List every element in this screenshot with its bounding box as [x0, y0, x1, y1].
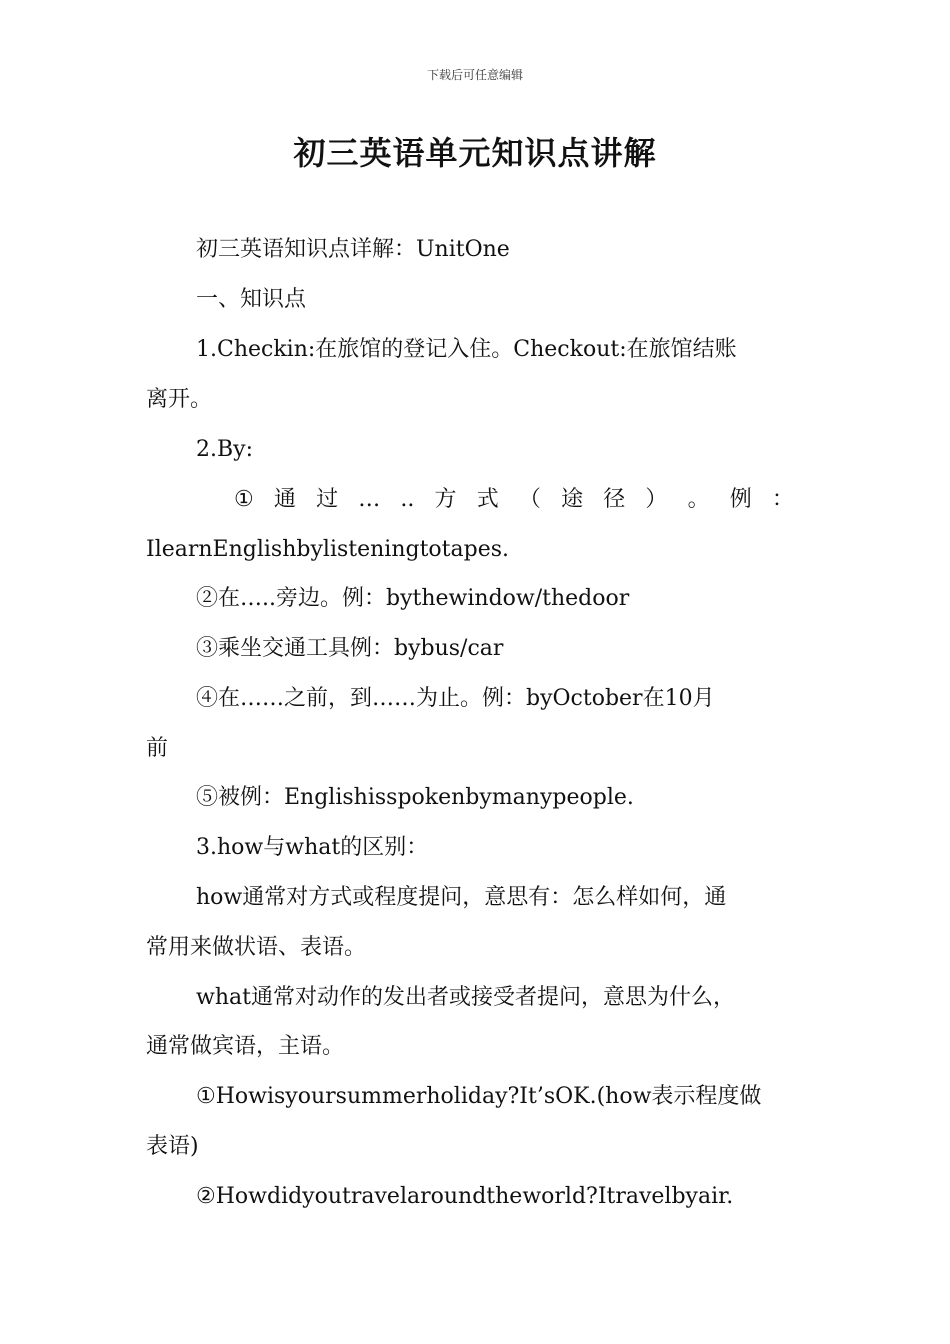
item2-sub1-line2: IlearnEnglishbylisteningtotapes.	[146, 537, 510, 562]
item2-heading: 2.By:	[196, 437, 253, 462]
subtitle: 初三英语知识点详解：UnitOne	[196, 237, 510, 262]
spread-char: 途	[561, 487, 584, 512]
spread-char: 通	[273, 487, 296, 512]
spread-char: 过	[316, 487, 339, 512]
spread-char: …	[358, 487, 381, 512]
example2: ②Howdidyoutravelaroundtheworld?Itravelbyair.	[196, 1184, 734, 1209]
spread-char: ）	[645, 487, 668, 512]
item2-sub3: ③乘坐交通工具例：bybus/car	[196, 636, 504, 661]
document-title: 初三英语单元知识点讲解	[293, 134, 657, 172]
how-paragraph-line1: how通常对方式或程度提问，意思有：怎么样如何，通	[196, 885, 727, 910]
item2-sub1-line1	[234, 484, 794, 516]
item2-sub4-line2: 前	[146, 736, 169, 761]
spread-char: 径	[603, 487, 626, 512]
how-paragraph-line2: 常用来做状语、表语。	[146, 935, 367, 960]
spread-char: 例	[729, 487, 752, 512]
header-note: 下载后可任意编辑	[426, 68, 523, 82]
item2-sub5: ⑤被例：Englishisspokenbymanypeople.	[196, 785, 634, 810]
example1-line2: 表语)	[146, 1134, 199, 1159]
spread-char: 方	[434, 487, 457, 512]
item2-sub2: ②在…..旁边。例：bythewindow/thedoor	[196, 586, 630, 611]
spread-char: 。	[687, 487, 710, 512]
example1-line1: ①Howisyoursummerholiday?It’sOK.(how表示程度做	[196, 1084, 762, 1109]
what-paragraph-line1: what通常对动作的发出者或接受者提问，意思为什么，	[196, 985, 735, 1010]
item1-line2: 离开。	[146, 387, 213, 412]
item3-heading: 3.how与what的区别：	[196, 835, 429, 860]
spread-char: ①	[234, 487, 254, 512]
what-paragraph-line2: 通常做宾语，主语。	[146, 1034, 345, 1059]
spread-char: 式	[476, 487, 499, 512]
spread-char: ..	[400, 487, 415, 512]
item2-sub4-line1: ④在……之前，到……为止。例：byOctober在10月	[196, 686, 715, 711]
section-heading: 一、知识点	[196, 287, 307, 312]
item1-line1: 1.Checkin:在旅馆的登记入住。Checkout:在旅馆结账	[196, 337, 737, 362]
spread-char: ：	[771, 487, 794, 512]
spread-char: （	[518, 487, 541, 512]
